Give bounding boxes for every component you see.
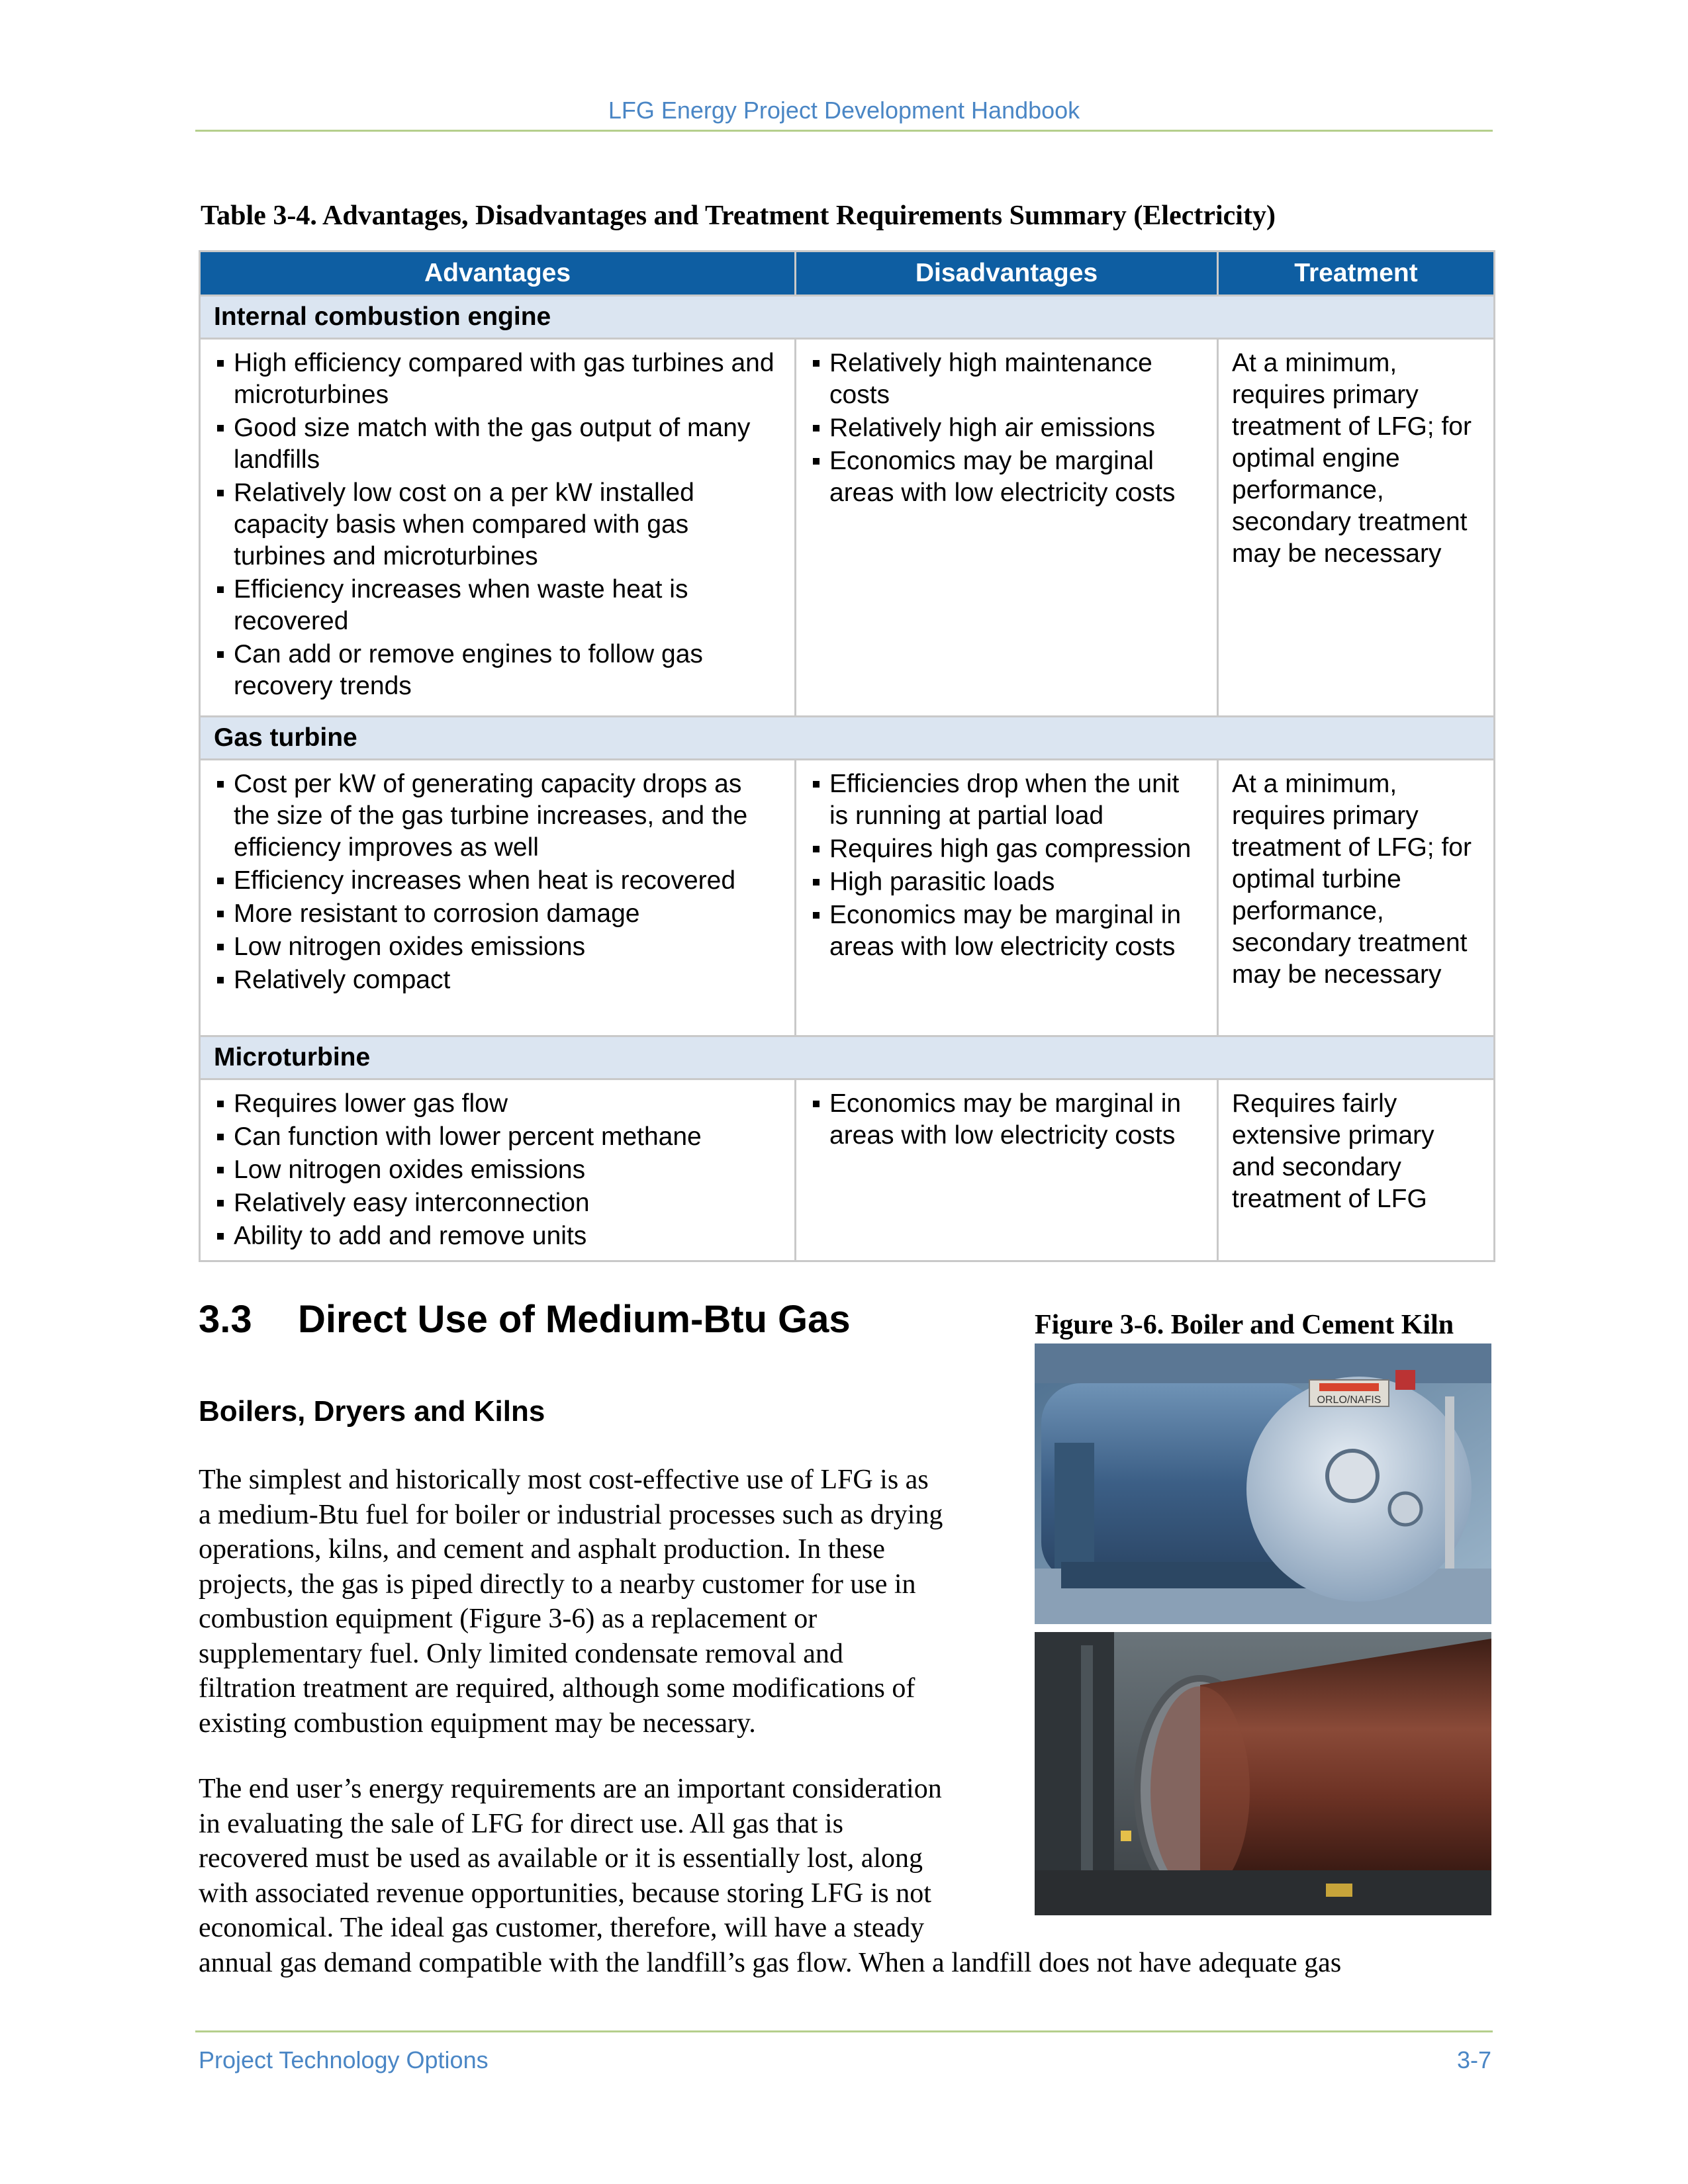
text-line: filtration treatment are required, although some modifications of [199,1673,915,1704]
section-number: 3.3 [199,1298,252,1341]
list-item: Relatively high air emissions [810,412,1203,444]
column-header-disadvantages: Disadvantages [796,251,1218,296]
footer-section-title: Project Technology Options [199,2046,489,2073]
list-item: Cost per kW of generating capacity drops as the size of the gas turbine increases, and the efficiency improves as well [214,768,781,864]
figure-caption: Figure 3-6. Boiler and Cement Kiln [1035,1310,1454,1340]
table-row [200,339,1495,717]
section-row-microturbine [200,1036,1495,1079]
list-item: Can add or remove engines to follow gas recovery trends [214,639,781,702]
text-line: supplementary fuel. Only limited condensate removal and [199,1638,843,1669]
text-line: The end user’s energy requirements are an important consideration [199,1774,942,1804]
advantages-cell [200,760,796,1036]
list-item: Economics may be marginal areas with low electricity costs [810,445,1203,509]
footer-rule [195,2030,1493,2032]
list-item: More resistant to corrosion damage [214,898,781,930]
text-line: projects, the gas is piped directly to a nearby customer for use in [199,1569,916,1600]
text-line: existing combustion equipment may be necessary. [199,1707,756,1739]
treatment-cell: Requires fairly extensive primary and secondary treatment of LFG [1218,1079,1495,1261]
paragraph-2 [199,1772,1019,1946]
table-row [200,760,1495,1036]
text-line: The simplest and historically most cost-effective use of LFG is as [199,1465,929,1495]
list-item: Relatively compact [214,964,781,996]
section-title: Direct Use of Medium-Btu Gas [298,1298,851,1341]
paragraph-1 [199,1463,1019,1741]
list-item: High efficiency compared with gas turbines and microturbines [214,347,781,411]
list-item: Economics may be marginal in areas with low electricity costs [810,899,1203,963]
list-item: Requires high gas compression [810,833,1203,865]
advantages-cell [200,339,796,717]
list-item: Relatively easy interconnection [214,1187,781,1219]
table-row [200,1079,1495,1261]
treatment-cell: At a minimum, requires primary treatment of LFG; for optimal turbine performance, secondary treatment may be necessary [1218,760,1495,1036]
page-number: 3-7 [1456,2046,1491,2073]
disadvantages-cell [796,1079,1218,1261]
text-line: with associated revenue opportunities, because storing LFG is not [199,1878,931,1909]
table-header-row [200,251,1495,296]
text-line: economical. The ideal gas customer, therefore, will have a steady [199,1913,925,1943]
summary-table [199,250,1495,1262]
section-row-engine [200,296,1495,339]
table-caption: Table 3-4. Advantages, Disadvantages and Treatment Requirements Summary (Electricity) [201,201,1276,231]
list-item: Relatively high maintenance costs [810,347,1203,411]
section-label: Internal combustion engine [200,296,1495,339]
list-item: Relatively low cost on a per kW installed capacity basis when compared with gas turbines and microturbines [214,477,781,572]
disadvantages-cell [796,339,1218,717]
section-label: Microturbine [200,1036,1495,1079]
text-line: combustion equipment (Figure 3-6) as a replacement or [199,1604,818,1634]
treatment-cell: At a minimum, requires primary treatment of LFG; for optimal engine performance, secondary treatment may be necessary [1218,339,1495,717]
running-header: LFG Energy Project Development Handbook [608,97,1080,124]
list-item: Efficiency increases when heat is recovered [214,865,781,897]
list-item: Efficiency increases when waste heat is recovered [214,574,781,637]
text-line: recovered must be used as available or it is essentially lost, along [199,1843,923,1874]
list-item: Low nitrogen oxides emissions [214,1154,781,1186]
text-line: annual gas demand compatible with the landfill’s gas flow. When a landfill does not have adequate gas [199,1948,1342,1978]
disadvantages-cell [796,760,1218,1036]
boiler-nameplate: ORLO/NAFIS [1317,1394,1382,1406]
column-header-treatment: Treatment [1218,251,1495,296]
section-label: Gas turbine [200,717,1495,760]
kiln-photo [1035,1632,1491,1915]
list-item: Low nitrogen oxides emissions [214,931,781,963]
header-rule [195,130,1493,132]
text-line: in evaluating the sale of LFG for direct use. All gas that is [199,1808,843,1839]
list-item: Good size match with the gas output of many landfills [214,412,781,476]
sub-heading: Boilers, Dryers and Kilns [199,1395,545,1428]
list-item: Can function with lower percent methane [214,1121,781,1153]
boiler-photo [1035,1343,1491,1624]
text-line: a medium-Btu fuel for boiler or industrial processes such as drying [199,1499,943,1530]
list-item: Economics may be marginal in areas with low electricity costs [810,1088,1203,1152]
list-item: Efficiencies drop when the unit is running at partial load [810,768,1203,832]
section-row-gas-turbine [200,717,1495,760]
list-item: Requires lower gas flow [214,1088,781,1120]
advantages-cell [200,1079,796,1261]
list-item: High parasitic loads [810,866,1203,898]
text-line: operations, kilns, and cement and asphalt production. In these [199,1534,885,1565]
list-item: Ability to add and remove units [214,1220,781,1252]
column-header-advantages: Advantages [200,251,796,296]
section-heading [199,1297,851,1342]
